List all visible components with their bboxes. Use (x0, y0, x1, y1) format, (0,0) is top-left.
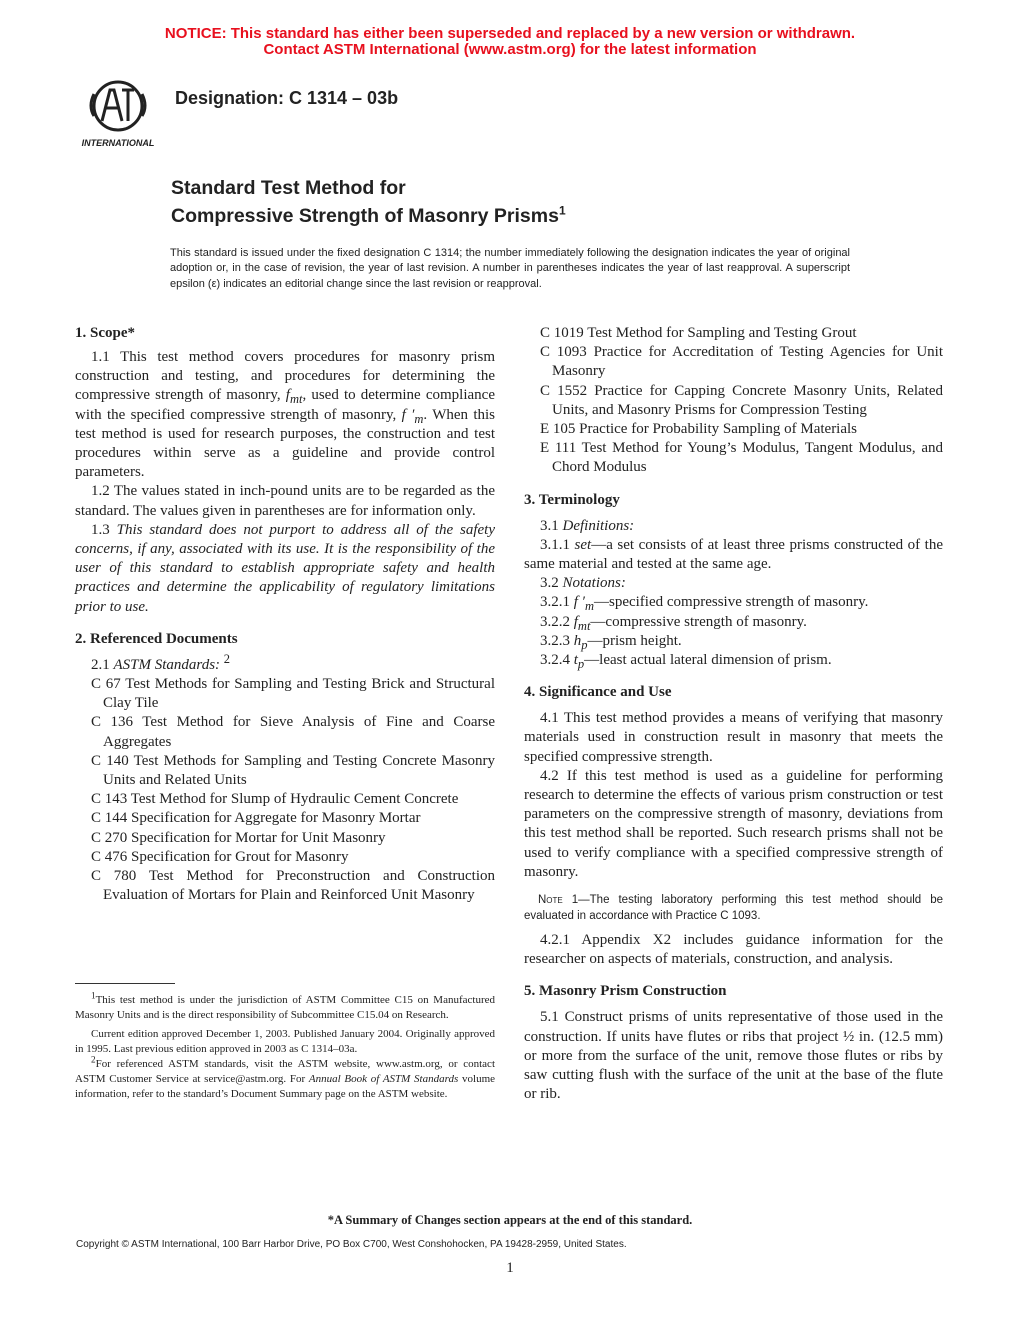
note-1 (524, 892, 943, 924)
para-1-1-b: , used to determine compliance with the specified compressive strength of masonry, (75, 387, 495, 423)
para-4-2-1: 4.2.1 Appendix X2 includes guidance information for the researcher on aspects of materials, construction, and analysis. (524, 932, 943, 968)
n2-num: 3.2.2 (540, 613, 574, 630)
para-3-1-1 (524, 536, 943, 574)
footnote-1-text: This test method is under the jurisdiction of ASTM Committee C15 on Manufactured Masonry Units and is the direct responsibility of Subcommittee C15.04 on Research. (75, 994, 495, 1021)
reference-item: E 111 Test Method for Young’s Modulus, Tangent Modulus, and Chord Modulus (540, 440, 943, 476)
para-1-2: 1.2 The values stated in inch-pound units are to be regarded as the standard. The values given in parentheses are for information only. (75, 483, 495, 519)
n2-def: —compressive strength of masonry. (590, 613, 807, 630)
para-1-3-text: This standard does not purport to address all of the safety concerns, if any, associated with its use. It is the responsibility of the user of this standard to establish appropriate safety and health practices and determine the applicability of regulatory limitations prior to use. (75, 521, 496, 615)
astm-logo-icon (72, 76, 164, 150)
footnote-1 (75, 990, 495, 1023)
note-1-label: Note 1 (538, 894, 579, 907)
para-1-1-a: 1.1 This test method covers procedures for masonry prism construction and testing, and procedures for determining the compressive strength of masonry, (75, 349, 495, 404)
n3-sym: h (573, 632, 582, 649)
para-3-1 (524, 517, 943, 536)
footnote-1-b: Current edition approved December 1, 2003. Published January 2004. Originally approved in 1995. Last previous edition approved in 2003 as C 1314–03a. (75, 1028, 495, 1055)
para-1-1-c: . When this test method is used for research purposes, the construction and test procedures within serve as a guideline and provide control parameters. (75, 406, 496, 481)
para-3-2-4 (524, 651, 943, 670)
fmt-sub: mt (289, 392, 303, 407)
n1-sub: m (584, 599, 594, 614)
copyright: Copyright © ASTM International, 100 Barr Harbor Drive, PO Box C700, West Conshohocken, PA 19428-2959, United States. (76, 1239, 627, 1250)
title-line-2-text: Compressive Strength of Masonry Prisms (171, 205, 559, 227)
title-footnote-mark: 1 (558, 203, 566, 218)
para-2-1-fn: 2 (223, 651, 231, 666)
right-column (524, 324, 943, 1105)
section-1-heading: 1. Scope* (75, 325, 135, 341)
para-1-1 (75, 348, 495, 482)
para-1-3 (75, 521, 495, 617)
para-3-2-label: Notations: (562, 575, 626, 592)
para-3-2-2 (524, 613, 943, 632)
reference-item: E 105 Practice for Probability Sampling of Materials (540, 421, 858, 438)
fm-sub: m (414, 411, 424, 426)
notice-line-2: Contact ASTM International (www.astm.org) for the latest information (263, 41, 757, 58)
para-3-1-1-num: 3.1.1 (540, 536, 575, 553)
para-2-1 (75, 651, 495, 675)
n1-num: 3.2.1 (540, 594, 574, 611)
para-4-1: 4.1 This test method provides a means of verifying that masonry materials used in construction result in masonry that meets the specified compressive strength. (524, 710, 943, 765)
para-2-1-label: ASTM Standards: (113, 656, 221, 673)
section-4-heading: 4. Significance and Use (524, 684, 672, 701)
n3-sub: p (581, 637, 588, 652)
footnote-2 (75, 1054, 496, 1102)
astm-logo (72, 76, 164, 150)
n4-num: 3.2.4 (540, 652, 574, 669)
note-1-text: —The testing laboratory performing this test method should be evaluated in accordance with Practice C 1093. (524, 894, 943, 923)
n4-def: —least actual lateral dimension of prism. (584, 652, 832, 669)
para-3-1-label: Definitions: (562, 517, 635, 534)
n1-sym: f ′ (573, 594, 585, 611)
superseded-notice (0, 26, 1020, 58)
logo-text: INTERNATIONAL (81, 138, 155, 148)
footnote-2-a: For referenced ASTM standards, visit the ASTM website, www.astm.org, or contact ASTM Customer Service at service@astm.org. For (75, 1058, 495, 1085)
reference-item: C 476 Specification for Grout for Masonry (91, 848, 349, 865)
title-line-2 (171, 202, 566, 230)
para-2-1-num: 2.1 (91, 656, 114, 673)
reference-item: C 270 Specification for Mortar for Unit Masonry (91, 829, 386, 846)
footnote-2-b: volume information, refer to the standard’s Document Summary page on the ASTM website. (75, 1073, 496, 1100)
term-set: set (574, 536, 592, 553)
para-3-2 (524, 574, 943, 593)
reference-item: C 136 Test Method for Sieve Analysis of Fine and Coarse Aggregates (91, 714, 495, 750)
reference-item: C 140 Test Methods for Sampling and Testing Concrete Masonry Units and Related Units (91, 752, 495, 789)
designation: Designation: C 1314 – 03b (175, 88, 399, 108)
n2-sub: mt (577, 618, 591, 633)
document-title (171, 174, 566, 230)
n4-sub: p (577, 657, 585, 672)
n4-sym: t (573, 652, 578, 669)
n3-def: —prism height. (587, 632, 682, 649)
footnote-divider (75, 983, 175, 984)
para-5-1: 5.1 Construct prisms of units representative of those used in the construction. If units have flutes or ribs that project ½ in. (12.5 mm) or more from the surface of the unit, remove those flutes or ribs by saw cutting flush with the surface of the unit at the base of the flute or rib. (524, 1009, 943, 1103)
n3-num: 3.2.3 (540, 632, 574, 649)
section-5-heading: 5. Masonry Prism Construction (524, 983, 727, 1000)
reference-item: C 780 Test Method for Preconstruction and Construction Evaluation of Mortars for Plain and Reinforced Unit Masonry (91, 868, 495, 904)
para-3-2-num: 3.2 (540, 575, 563, 592)
term-set-def: —a set consists of at least three prisms constructed of the same material and tested at the same age. (524, 536, 944, 573)
intro-paragraph: This standard is issued under the fixed designation C 1314; the number immediately following the designation indicates the year of original adoption or, in the case of revision, the year of last revision. A number in parentheses indicates the year of last reapproval. A superscript epsilon (ε) indicates an editorial change since the last revision or reapproval. (170, 247, 850, 290)
para-3-2-1 (524, 593, 943, 612)
section-3-heading: 3. Terminology (524, 491, 620, 508)
footnote-2-mark: 2 (91, 1054, 96, 1065)
fm-symbol: f ′ (401, 406, 415, 423)
reference-item: C 144 Specification for Aggregate for Masonry Mortar (91, 810, 421, 827)
reference-item: C 143 Test Method for Slump of Hydraulic Cement Concrete (91, 791, 459, 808)
title-line-1: Standard Test Method for (171, 177, 406, 199)
para-3-2-3 (524, 632, 943, 651)
para-4-2: 4.2 If this test method is used as a guideline for performing research to determine the effects of various prism construction or test parameters on the compressive strength of masonry, deviations from this test method shall be reported. Such research prisms shall not be used to verify compliance with a specified compressive strength of masonry. (524, 767, 943, 880)
reference-item: C 1093 Practice for Accreditation of Testing Agencies for Unit Masonry (540, 344, 943, 380)
page-number: 1 (506, 1260, 514, 1276)
notice-line-1: NOTICE: This standard has either been superseded and replaced by a new version or withdrawn. (164, 25, 856, 42)
para-1-3-num: 1.3 (91, 521, 117, 538)
fmt-symbol: f (285, 387, 290, 404)
reference-item: C 1552 Practice for Capping Concrete Masonry Units, Related Units, and Masonry Prisms for Compression Testing (540, 382, 943, 418)
reference-item: C 1019 Test Method for Sampling and Testing Grout (540, 325, 857, 341)
footnote-1-mark: 1 (91, 990, 96, 1001)
para-3-1-num: 3.1 (540, 517, 563, 534)
footnotes (75, 990, 496, 1102)
left-column (75, 324, 495, 905)
reference-item: C 67 Test Methods for Sampling and Testing Brick and Structural Clay Tile (91, 676, 495, 712)
footnote-2-italic: Annual Book of ASTM Standards (308, 1073, 459, 1085)
n1-def: —specified compressive strength of masonry. (593, 594, 869, 611)
summary-notice: *A Summary of Changes section appears at the end of this standard. (327, 1213, 693, 1227)
section-2-heading: 2. Referenced Documents (75, 630, 238, 647)
n2-sym: f (573, 613, 578, 630)
